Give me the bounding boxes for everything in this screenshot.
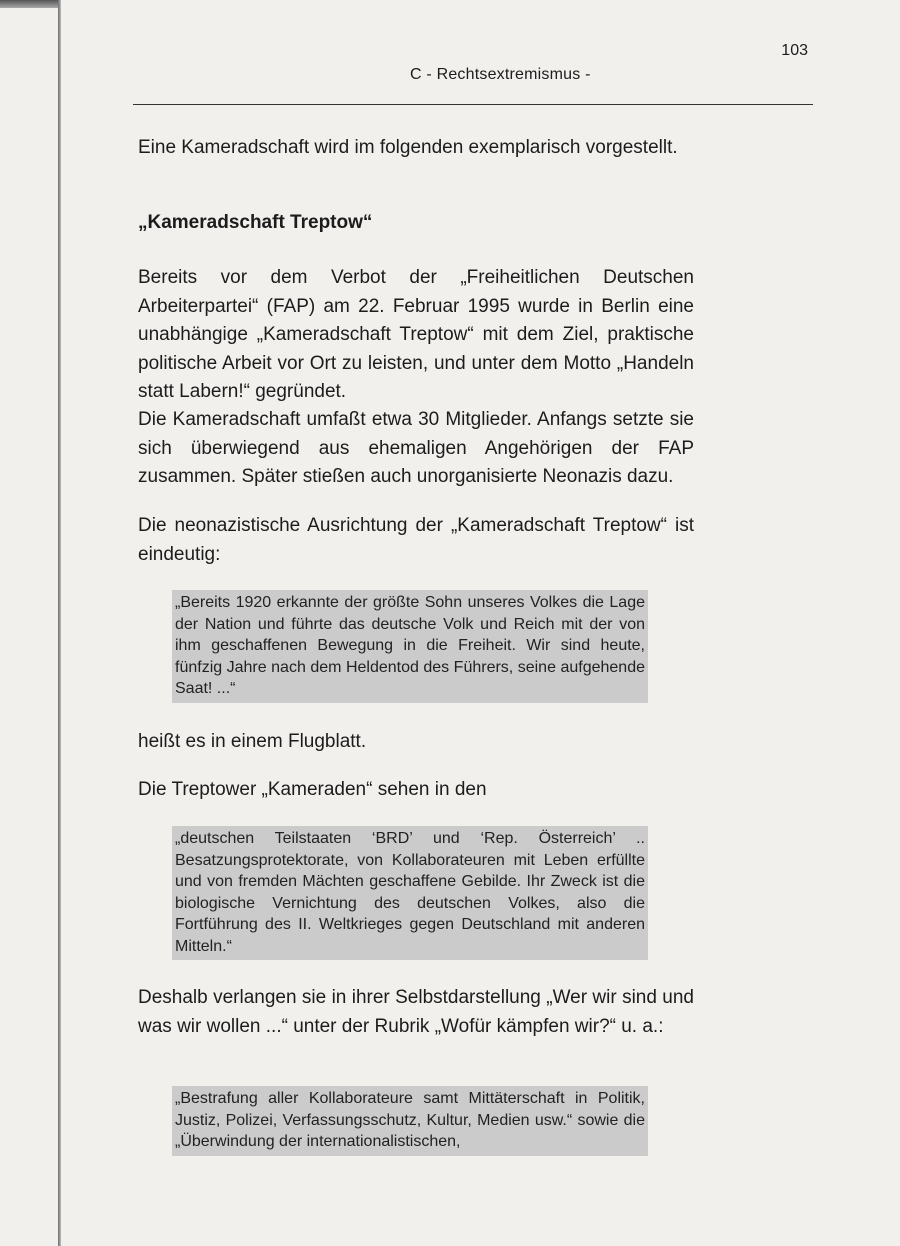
section-heading: „Kameradschaft Treptow“: [138, 212, 373, 233]
paragraph-founding: Bereits vor dem Verbot der „Freiheitlichen Deutschen Arbeiterpartei“ (FAP) am 22. Februar 1995 wurde in Berlin eine unabhängige „Kameradschaft Treptow“ mit dem Ziel, praktische politische Arbeit vor Ort zu leisten, und unter dem Motto „Handeln statt Labern!“ gegründet.: [138, 267, 694, 402]
page-binding-edge-top: [0, 0, 58, 8]
page-binding-edge: [58, 0, 61, 1246]
header-rule: [133, 104, 813, 105]
running-header: C - Rechtsextremismus -: [410, 66, 591, 83]
paragraph-view: Die Treptower „Kameraden“ sehen in den: [138, 779, 487, 800]
quote-demands: „Bestrafung aller Kollaborateure samt Mittäterschaft in Politik, Justiz, Polizei, Verfassungsschutz, Kultur, Medien usw.“ sowie die „Überwindung der internationalistischen,: [172, 1086, 648, 1156]
paragraph-orientation: Die neonazistische Ausrichtung der „Kameradschaft Treptow“ ist eindeutig:: [138, 515, 694, 565]
intro-paragraph: Eine Kameradschaft wird im folgenden exemplarisch vorgestellt.: [138, 137, 678, 158]
paragraph-demands: Deshalb verlangen sie in ihrer Selbstdarstellung „Wer wir sind und was wir wollen ...“ unter der Rubrik „Wofür kämpfen wir?“ u. a.:: [138, 987, 694, 1037]
page-number: 103: [781, 42, 808, 59]
quote-states: „deutschen Teilstaaten ‘BRD’ und ‘Rep. Österreich’ .. Besatzungsprotektorate, von Kollaborateuren mit Leben erfüllte und von fremden Mächten geschaffene Gebilde. Ihr Zweck ist die biologische Vernichtung des deutschen Volkes, also die Fortführung des II. Weltkrieges gegen Deutschland mit anderen Mitteln.“: [172, 826, 648, 960]
quote-flyer: „Bereits 1920 erkannte der größte Sohn unseres Volkes die Lage der Nation und führte das deutsche Volk und Reich mit der von ihm geschaffenen Bewegung in die Freiheit. Wir sind heute, fünfzig Jahre nach dem Heldentod des Führers, seine aufgehende Saat! ...“: [172, 590, 648, 703]
paragraph-flyer-source: heißt es in einem Flugblatt.: [138, 731, 367, 752]
paragraph-members: Die Kameradschaft umfaßt etwa 30 Mitglieder. Anfangs setzte sie sich überwiegend aus ehemaligen Angehörigen der FAP zusammen. Später stießen auch unorganisierte Neonazis dazu.: [138, 409, 694, 487]
